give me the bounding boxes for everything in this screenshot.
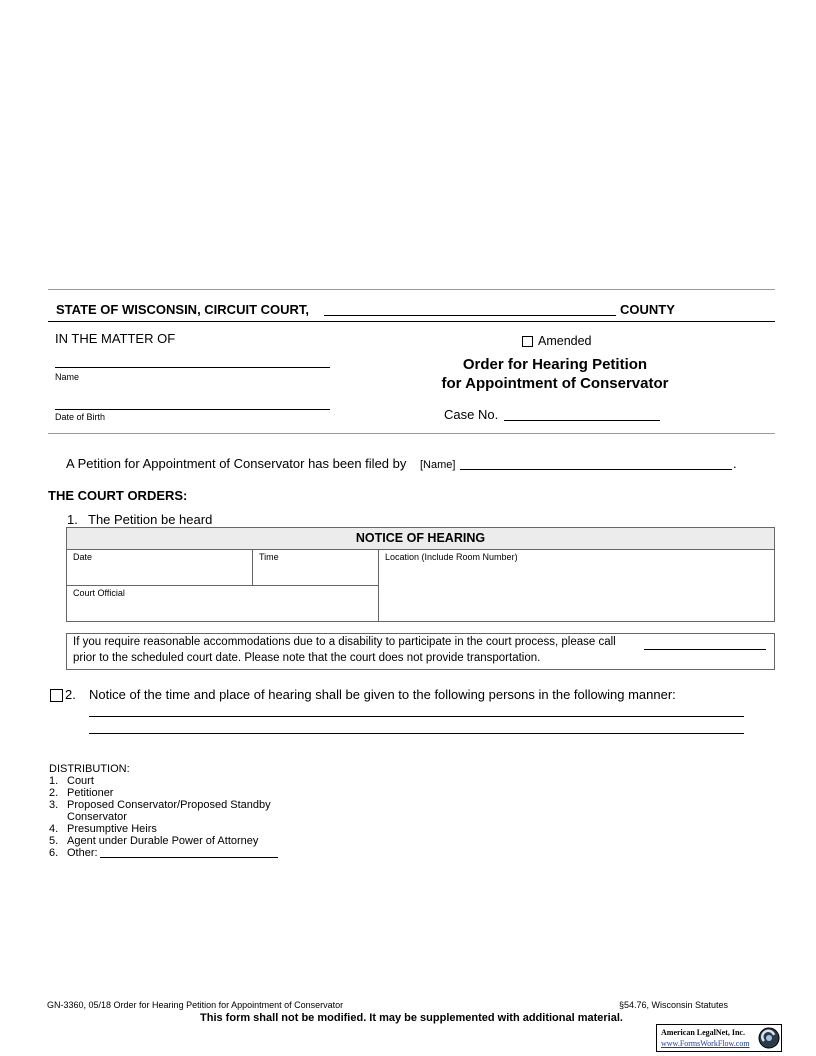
header-bottom-rule: [48, 433, 775, 434]
form-title-line2: for Appointment of Conservator: [441, 375, 669, 392]
distribution-item-label: Proposed Conservator/Proposed Standby: [67, 799, 271, 811]
item1-text: The Petition be heard: [88, 512, 213, 527]
header-rule: [48, 321, 775, 322]
distribution-item-number: 3.: [49, 799, 59, 811]
case-no-label: Case No.: [444, 407, 499, 422]
in-the-matter-of-label: IN THE MATTER OF: [55, 331, 176, 346]
date-cell[interactable]: [67, 550, 253, 586]
distribution-item: [49, 775, 94, 787]
name-label: Name: [55, 372, 80, 382]
distribution-item-number: 2.: [49, 787, 59, 799]
item2-checkbox[interactable]: [50, 689, 63, 702]
distribution-item-label: Agent under Durable Power of Attorney: [67, 835, 259, 847]
item2-text: Notice of the time and place of hearing shall be given to the following persons in the following manner:: [89, 687, 676, 702]
distribution-other-field[interactable]: [100, 857, 278, 858]
court-official-label: Court Official: [73, 588, 125, 598]
globe-icon: [758, 1027, 780, 1049]
date-of-birth-field[interactable]: [55, 409, 330, 410]
notice-persons-field-1[interactable]: [89, 716, 744, 717]
location-label: Location (Include Room Number): [385, 552, 518, 562]
brand-badge[interactable]: [656, 1024, 782, 1052]
distribution-item-label: Conservator: [67, 811, 127, 823]
distribution-item: [49, 835, 258, 847]
accommodation-line2: prior to the scheduled court date. Please note that the court does not provide transportation.: [73, 652, 541, 664]
distribution-item-number: 1.: [49, 775, 59, 787]
form-title-line1: Order for Hearing Petition: [462, 356, 648, 373]
distribution-item: [49, 811, 127, 823]
distribution-item-number: 6.: [49, 847, 59, 859]
amended-checkbox[interactable]: [522, 336, 533, 347]
court-orders-heading: THE COURT ORDERS:: [48, 488, 188, 503]
petition-period: .: [733, 456, 737, 471]
name-field[interactable]: [55, 367, 330, 368]
time-label: Time: [259, 552, 279, 562]
item2-number: 2.: [65, 687, 76, 702]
distribution-item-label: Other:: [67, 847, 98, 859]
brand-url[interactable]: www.FormsWorkFlow.com: [661, 1039, 750, 1048]
distribution-item-number: 4.: [49, 823, 59, 835]
modification-notice: This form shall not be modified. It may be supplemented with additional material.: [200, 1012, 623, 1024]
state-court-label: STATE OF WISCONSIN, CIRCUIT COURT,: [56, 302, 310, 317]
notice-persons-field-2[interactable]: [89, 733, 744, 734]
distribution-title: DISTRIBUTION:: [49, 763, 130, 775]
distribution-item: [49, 823, 157, 835]
case-no-field[interactable]: [504, 420, 660, 421]
date-of-birth-label: Date of Birth: [55, 412, 106, 422]
distribution-item-number: 5.: [49, 835, 59, 847]
distribution-item-label: Presumptive Heirs: [67, 823, 157, 835]
petitioner-name-field[interactable]: [460, 469, 732, 470]
top-rule: [48, 289, 775, 290]
accommodation-phone-field[interactable]: [644, 649, 766, 650]
distribution-item-label: Petitioner: [67, 787, 114, 799]
item1-number: 1.: [67, 512, 78, 527]
accommodation-line1: If you require reasonable accommodations due to a disability to participate in the court process, please call: [73, 636, 616, 648]
distribution-item: [49, 787, 113, 799]
date-label: Date: [73, 552, 93, 562]
statute-reference: §54.76, Wisconsin Statutes: [619, 1000, 729, 1010]
distribution-item-label: Court: [67, 775, 94, 787]
distribution-item: [49, 799, 271, 811]
notice-of-hearing-title: NOTICE OF HEARING: [355, 531, 486, 545]
circuit-court-field[interactable]: [324, 315, 616, 316]
brand-name: American LegalNet, Inc.: [661, 1028, 745, 1037]
petition-text: A Petition for Appointment of Conservator has been filed by: [66, 456, 407, 471]
distribution-item: [49, 847, 98, 859]
name-hint: [Name]: [420, 459, 456, 471]
form-id: GN-3360, 05/18 Order for Hearing Petition for Appointment of Conservator: [47, 1000, 344, 1010]
amended-label: Amended: [538, 334, 592, 348]
county-label: COUNTY: [620, 302, 675, 317]
